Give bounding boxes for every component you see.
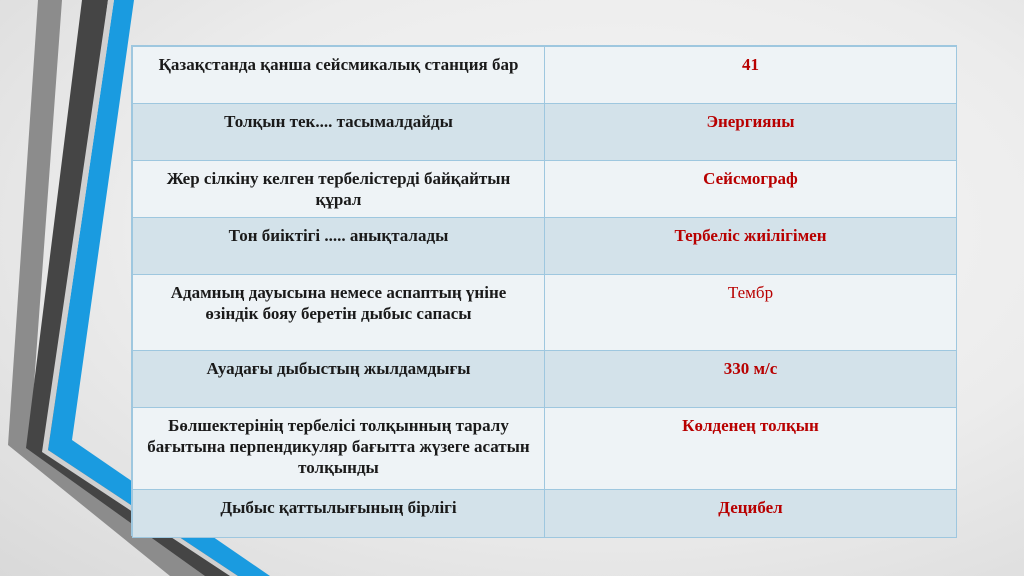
table-row — [133, 47, 957, 104]
question-cell: Дыбыс қаттылығының бірлігі — [133, 490, 545, 538]
question-cell: Толқын тек.... тасымалдайды — [133, 104, 545, 161]
table-row — [133, 351, 957, 408]
answer-cell: Сейсмограф — [545, 161, 957, 218]
answer-cell: Децибел — [545, 490, 957, 538]
table-row — [133, 161, 957, 218]
question-cell: Адамның дауысына немесе аспаптың үніне өзіндік бояу беретін дыбыс сапасы — [133, 275, 545, 351]
answer-cell: Тербеліс жиілігімен — [545, 218, 957, 275]
question-cell: Ауадағы дыбыстың жылдамдығы — [133, 351, 545, 408]
question-cell: Бөлшектерінің тербелісі толқынның таралу бағытына перпендикуляр бағытта жүзеге асатын толқынды — [133, 408, 545, 490]
table-row — [133, 218, 957, 275]
answer-cell: 330 м/с — [545, 351, 957, 408]
quiz-table-grid — [132, 46, 957, 538]
question-cell: Қазақстанда қанша сейсмикалық станция бар — [133, 47, 545, 104]
answer-cell: 41 — [545, 47, 957, 104]
question-cell: Жер сілкіну келген тербелістерді байқайтын құрал — [133, 161, 545, 218]
answer-cell: Энергияны — [545, 104, 957, 161]
quiz-table — [131, 45, 957, 536]
answer-cell: Көлденең толқын — [545, 408, 957, 490]
table-row — [133, 275, 957, 351]
table-row — [133, 490, 957, 538]
answer-cell: Тембр — [545, 275, 957, 351]
question-cell: Тон биіктігі ..... анықталады — [133, 218, 545, 275]
table-row — [133, 408, 957, 490]
table-row — [133, 104, 957, 161]
